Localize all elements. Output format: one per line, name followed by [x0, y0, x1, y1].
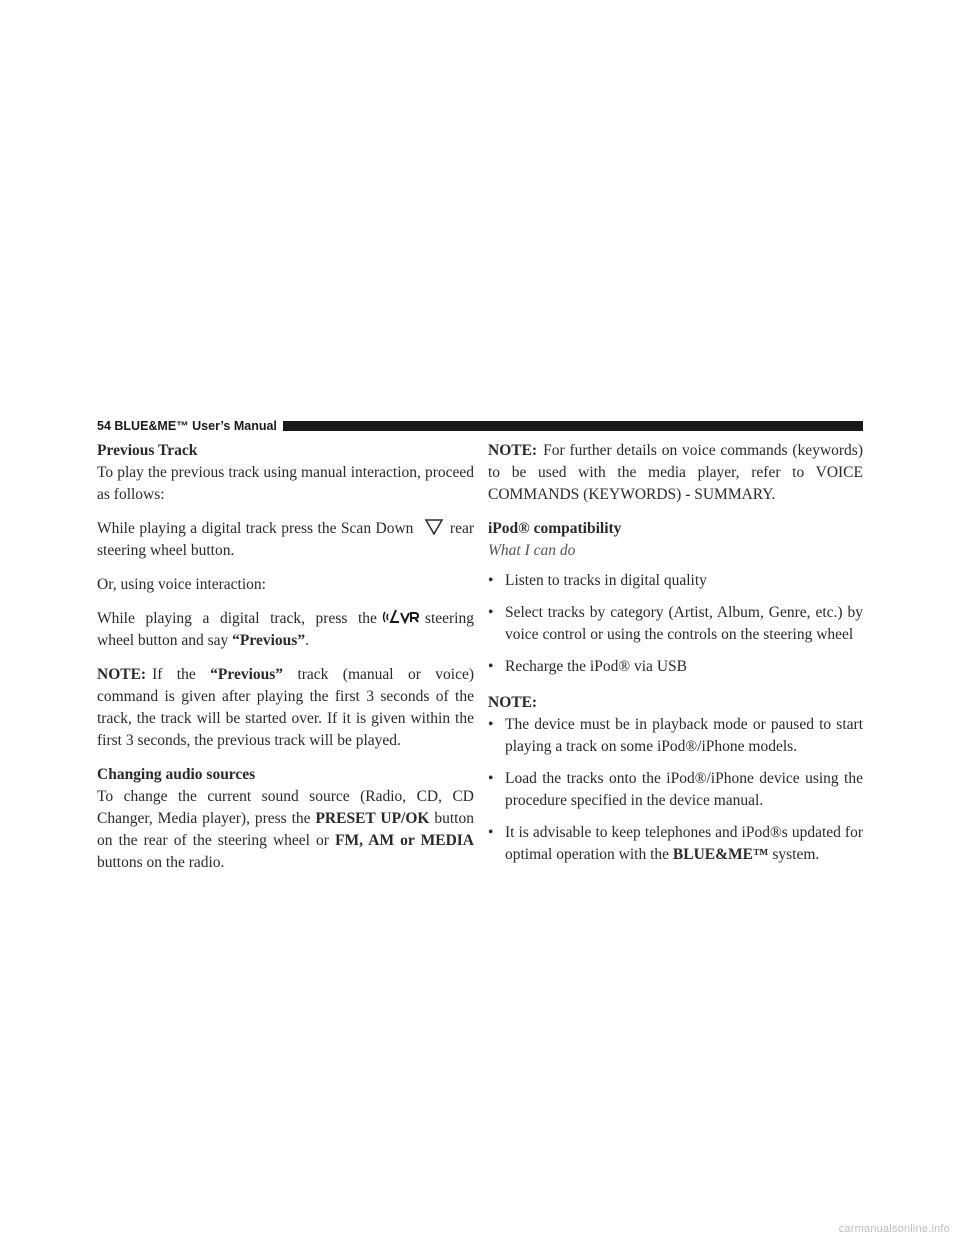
- subheading-what-i-can-do: What I can do: [488, 542, 576, 559]
- note-voice-commands: NOTE: For further details on voice commands (keywords) to be used with the media player, refer to VOICE COMMANDS (KEYWORDS) - SUMMARY.: [488, 442, 863, 503]
- bullet-icon: •: [488, 572, 494, 589]
- section-heading-previous-track: Previous Track: [97, 442, 198, 459]
- watermark-footer: carmanualsonline.info: [838, 1223, 950, 1235]
- page-header: [97, 417, 863, 435]
- bullet-icon: •: [488, 604, 494, 621]
- section-heading-ipod-compatibility: iPod® compatibility: [488, 520, 622, 537]
- list-item: • Listen to tracks in digital quality: [488, 570, 863, 592]
- paragraph-audio-sources: To change the current sound source (Radio, CD, CD Changer, Media player), press the PRESET UP/OK button on the rear of the steering wheel or FM, AM or MEDIA buttons on the radio.: [97, 788, 474, 871]
- note-previous: NOTE: If the “Previous” track (manual or voice) command is given after playing the first 3 seconds of the track, the track will be started over. If it is given within the first 3 seconds, the previous track will be played.: [97, 666, 475, 749]
- paragraph-previous-manual: While playing a digital track press the Scan Down rear steering wheel button.: [97, 520, 475, 559]
- list-item: • The device must be in playback mode or paused to start playing a track on some iPod®/iPhone models.: [488, 714, 863, 758]
- section-heading-audio-sources: Changing audio sources: [97, 766, 256, 783]
- scan-down-icon: [423, 519, 445, 535]
- list-item: • Load the tracks onto the iPod®/iPhone device using the procedure specified in the device manual.: [488, 768, 863, 812]
- voice-recognition-icon: [381, 609, 421, 625]
- header-rule: [283, 421, 863, 431]
- note-label-ipod: NOTE:: [488, 694, 538, 711]
- paragraph-previous-intro: To play the previous track using manual interaction, proceed as follows:: [97, 464, 474, 503]
- bullet-icon: •: [488, 716, 494, 733]
- bullet-icon: •: [488, 824, 494, 841]
- bullet-icon: •: [488, 770, 494, 787]
- right-column: [488, 440, 863, 876]
- list-item: • Select tracks by category (Artist, Album, Genre, etc.) by voice control or using the controls on the steering wheel: [488, 602, 863, 646]
- paragraph-voice-intro: Or, using voice interaction:: [97, 576, 266, 593]
- bullet-icon: •: [488, 658, 494, 675]
- page-header-label: 54 BLUE&ME™ User’s Manual: [97, 419, 277, 433]
- left-column: [97, 440, 474, 886]
- list-item: • It is advisable to keep telephones and iPod®s updated for optimal operation with the BLUE&ME™ system.: [488, 822, 863, 866]
- paragraph-previous-voice: While playing a digital track, press the steering wheel button and say “Previous”.: [97, 610, 474, 649]
- list-item: • Recharge the iPod® via USB: [488, 656, 863, 678]
